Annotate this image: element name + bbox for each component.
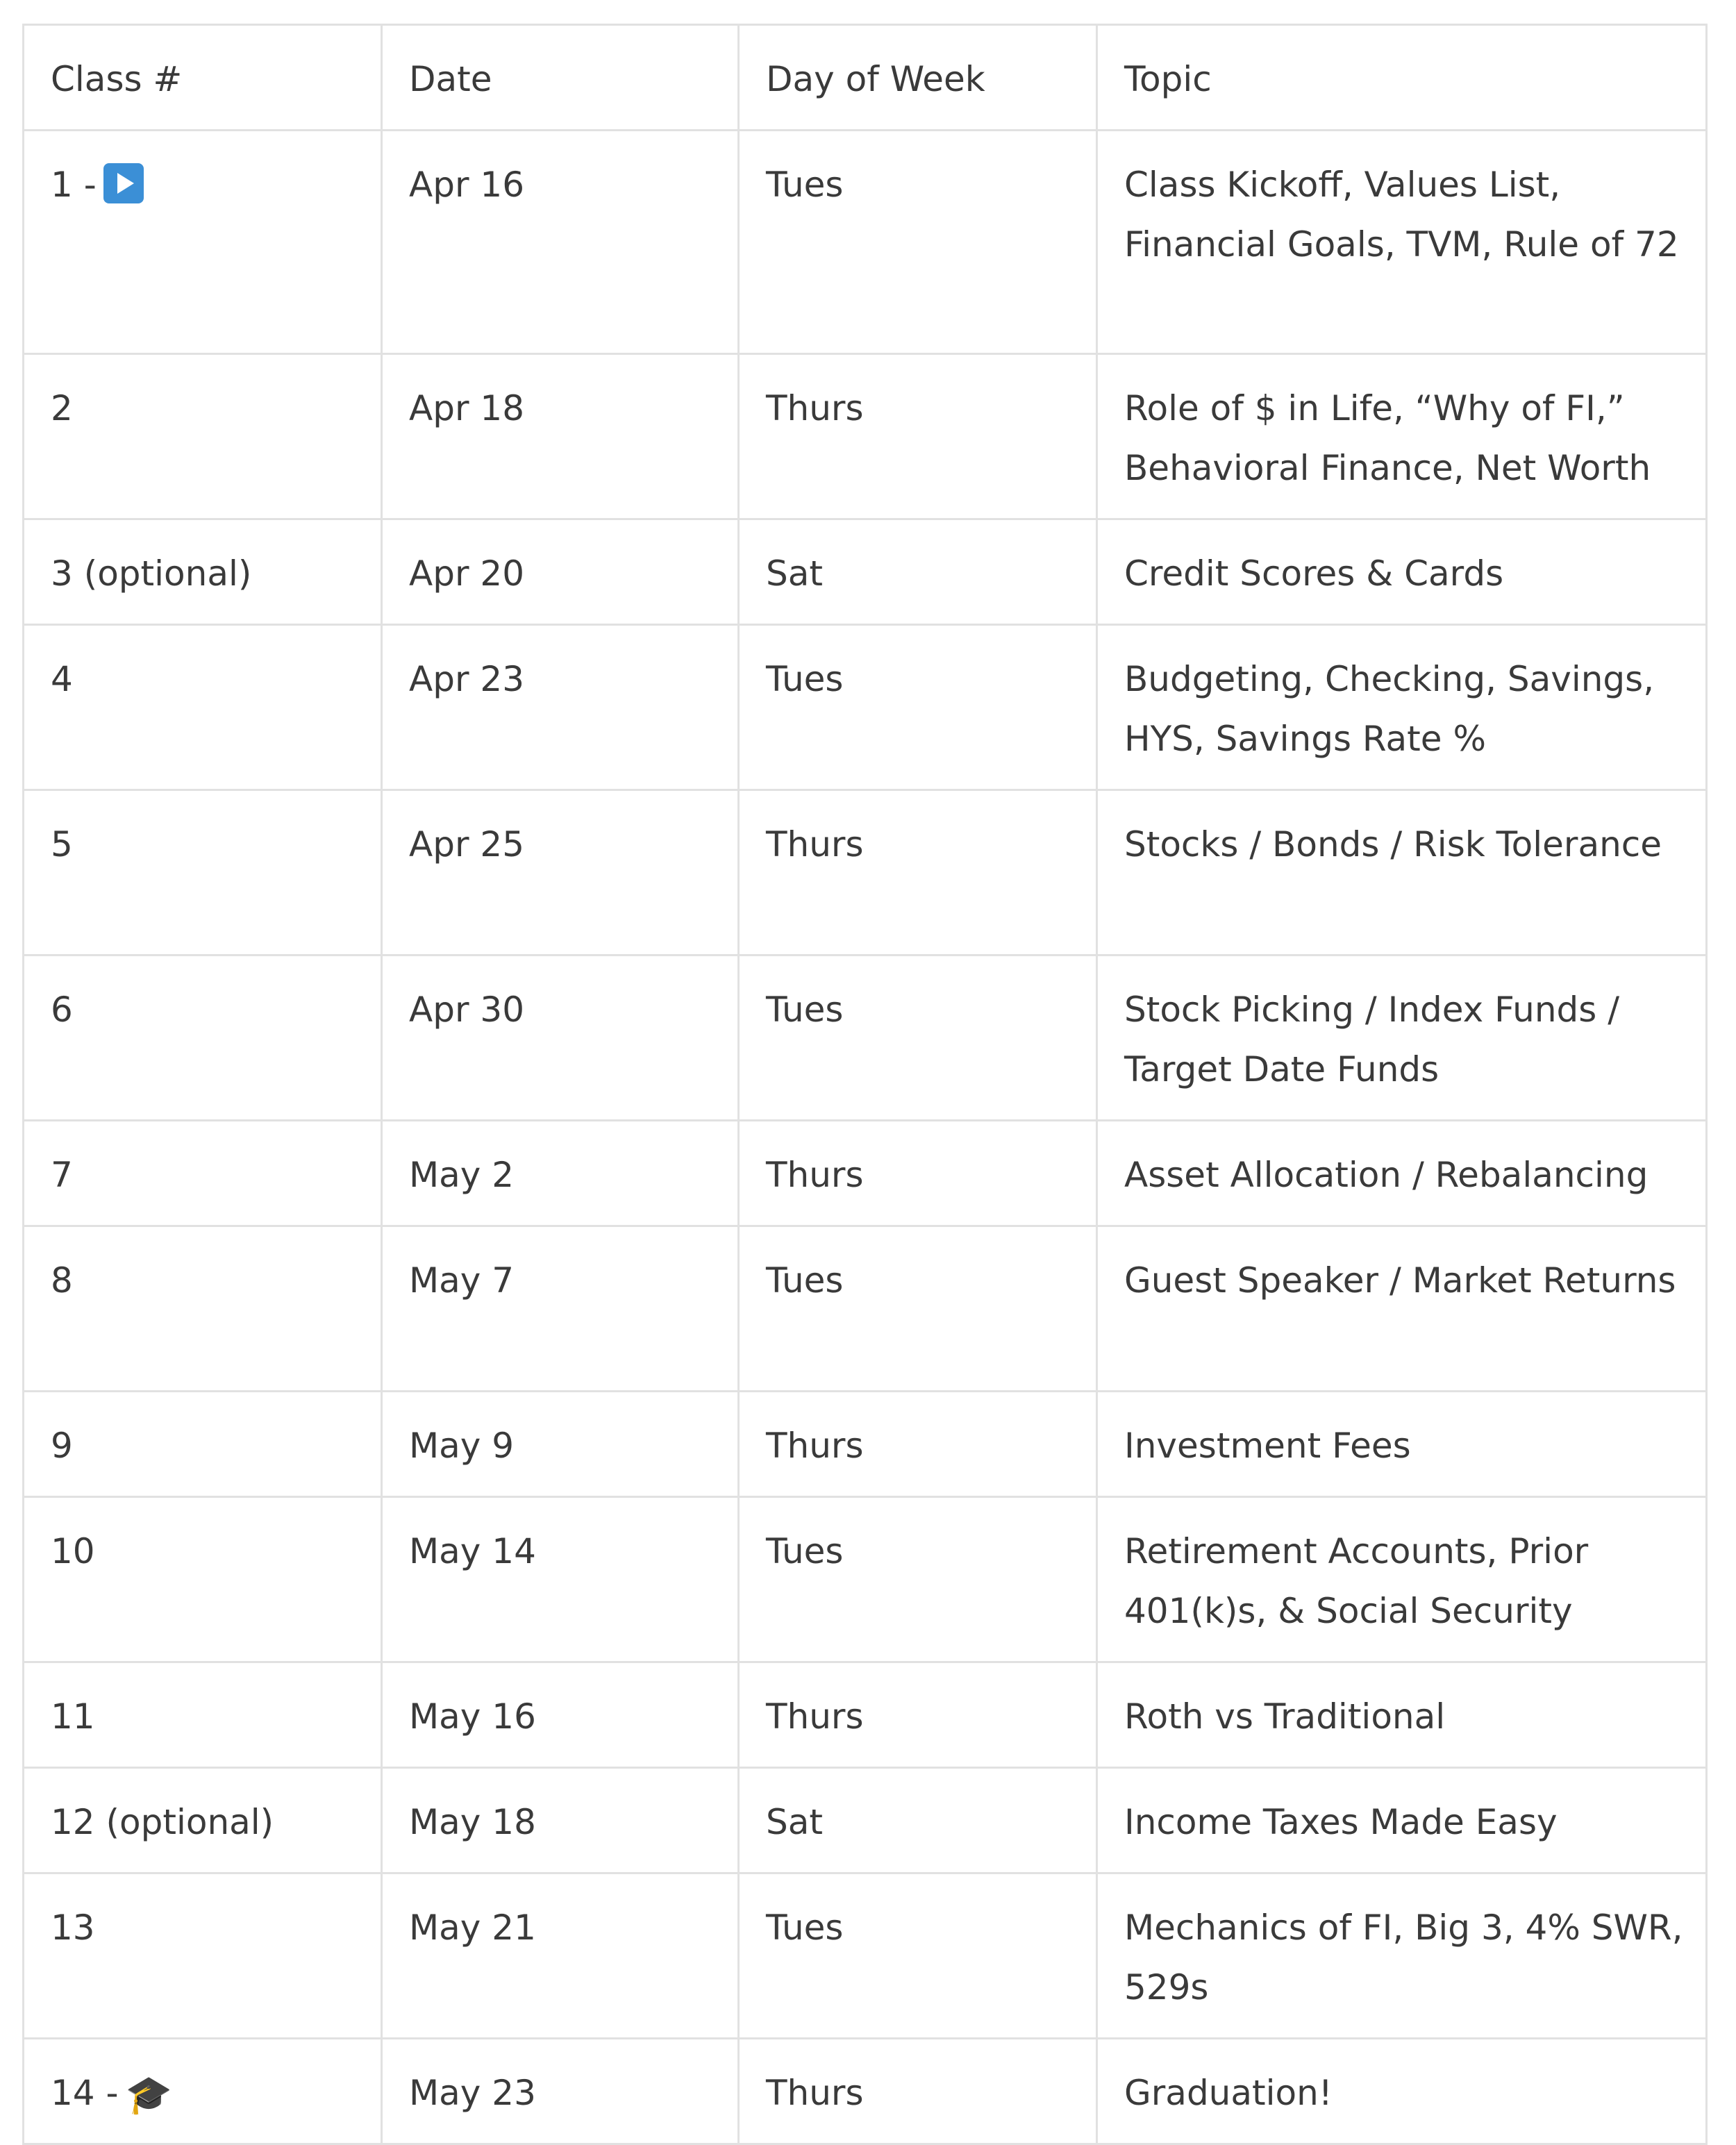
class-number-cell xyxy=(24,354,382,519)
date-cell: May 16 xyxy=(382,1662,739,1768)
day-of-week-cell: Thurs xyxy=(739,2039,1097,2144)
header-row xyxy=(24,25,1707,131)
table-row xyxy=(24,1873,1707,2039)
header-topic: Topic xyxy=(1097,25,1707,131)
topic-cell: Guest Speaker / Market Returns xyxy=(1097,1226,1707,1392)
class-number: 6 xyxy=(51,990,73,1030)
table-row xyxy=(24,790,1707,955)
class-number-cell xyxy=(24,1226,382,1392)
day-of-week-cell: Thurs xyxy=(739,354,1097,519)
class-number: 8 xyxy=(51,1260,73,1301)
topic-cell: Income Taxes Made Easy xyxy=(1097,1768,1707,1873)
table-row xyxy=(24,2039,1707,2144)
class-number-cell xyxy=(24,1497,382,1662)
play-button-icon[interactable] xyxy=(103,163,144,203)
class-number-cell xyxy=(24,519,382,625)
class-schedule-table xyxy=(22,24,1708,2145)
day-of-week-cell: Thurs xyxy=(739,1392,1097,1497)
class-number-cell xyxy=(24,1873,382,2039)
class-number: 12 (optional) xyxy=(51,1802,274,1842)
topic-cell: Role of $ in Life, “Why of FI,” Behavioral Finance, Net Worth xyxy=(1097,354,1707,519)
table-row xyxy=(24,1121,1707,1226)
date-cell: Apr 30 xyxy=(382,955,739,1121)
day-of-week-cell: Thurs xyxy=(739,790,1097,955)
class-number-cell xyxy=(24,2039,382,2144)
topic-cell: Asset Allocation / Rebalancing xyxy=(1097,1121,1707,1226)
topic-cell: Credit Scores & Cards xyxy=(1097,519,1707,625)
class-number-cell xyxy=(24,131,382,354)
day-of-week-cell: Sat xyxy=(739,519,1097,625)
class-number: 9 xyxy=(51,1426,73,1466)
class-number-cell xyxy=(24,1768,382,1873)
date-cell: Apr 25 xyxy=(382,790,739,955)
table-row xyxy=(24,625,1707,790)
class-number: 7 xyxy=(51,1155,73,1195)
table-row xyxy=(24,519,1707,625)
class-number: 14 - xyxy=(51,2073,119,2113)
class-number-cell xyxy=(24,1662,382,1768)
day-of-week-cell: Tues xyxy=(739,955,1097,1121)
date-cell: May 14 xyxy=(382,1497,739,1662)
day-of-week-cell: Thurs xyxy=(739,1662,1097,1768)
table-row xyxy=(24,1768,1707,1873)
header-day-of-week: Day of Week xyxy=(739,25,1097,131)
table-row xyxy=(24,955,1707,1121)
date-cell: Apr 18 xyxy=(382,354,739,519)
date-cell: May 18 xyxy=(382,1768,739,1873)
class-number-cell xyxy=(24,955,382,1121)
topic-cell: Budgeting, Checking, Savings, HYS, Savings Rate % xyxy=(1097,625,1707,790)
topic-cell: Class Kickoff, Values List, Financial Goals, TVM, Rule of 72 xyxy=(1097,131,1707,354)
topic-cell: Roth vs Traditional xyxy=(1097,1662,1707,1768)
topic-cell: Stock Picking / Index Funds / Target Date Funds xyxy=(1097,955,1707,1121)
class-number: 1 - xyxy=(51,165,97,205)
day-of-week-cell: Tues xyxy=(739,625,1097,790)
topic-cell: Mechanics of FI, Big 3, 4% SWR, 529s xyxy=(1097,1873,1707,2039)
class-number-cell xyxy=(24,1121,382,1226)
day-of-week-cell: Sat xyxy=(739,1768,1097,1873)
class-number: 4 xyxy=(51,659,73,699)
date-cell: May 9 xyxy=(382,1392,739,1497)
date-cell: Apr 23 xyxy=(382,625,739,790)
date-cell: May 23 xyxy=(382,2039,739,2144)
class-number: 11 xyxy=(51,1696,95,1737)
class-number: 2 xyxy=(51,388,73,428)
date-cell: May 2 xyxy=(382,1121,739,1226)
date-cell: Apr 20 xyxy=(382,519,739,625)
date-cell: May 7 xyxy=(382,1226,739,1392)
header-class-number: Class # xyxy=(24,25,382,131)
class-number: 3 (optional) xyxy=(51,553,252,594)
class-number: 10 xyxy=(51,1531,95,1571)
topic-cell: Investment Fees xyxy=(1097,1392,1707,1497)
table-row xyxy=(24,1497,1707,1662)
day-of-week-cell: Tues xyxy=(739,1497,1097,1662)
schedule-body xyxy=(24,131,1707,2144)
day-of-week-cell: Tues xyxy=(739,1873,1097,2039)
day-of-week-cell: Tues xyxy=(739,1226,1097,1392)
topic-cell: Retirement Accounts, Prior 401(k)s, & Social Security xyxy=(1097,1497,1707,1662)
day-of-week-cell: Thurs xyxy=(739,1121,1097,1226)
class-number-cell xyxy=(24,1392,382,1497)
topic-cell: Stocks / Bonds / Risk Tolerance xyxy=(1097,790,1707,955)
table-row xyxy=(24,1226,1707,1392)
class-number-cell xyxy=(24,625,382,790)
table-row xyxy=(24,1392,1707,1497)
graduation-cap-icon: 🎓 xyxy=(125,2073,172,2117)
class-number: 5 xyxy=(51,824,73,865)
class-number: 13 xyxy=(51,1908,95,1948)
date-cell: May 21 xyxy=(382,1873,739,2039)
table-row xyxy=(24,1662,1707,1768)
date-cell: Apr 16 xyxy=(382,131,739,354)
day-of-week-cell: Tues xyxy=(739,131,1097,354)
class-number-cell xyxy=(24,790,382,955)
table-row xyxy=(24,354,1707,519)
header-date: Date xyxy=(382,25,739,131)
table-row xyxy=(24,131,1707,354)
topic-cell: Graduation! xyxy=(1097,2039,1707,2144)
